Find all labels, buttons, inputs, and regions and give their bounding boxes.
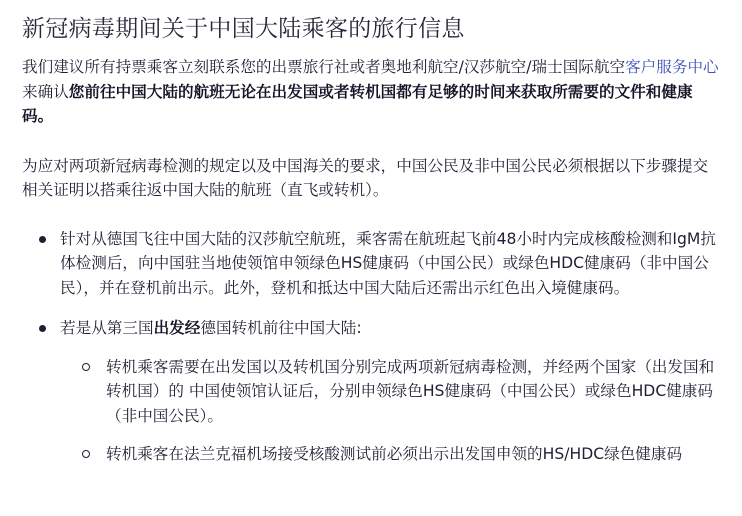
circle-bullet-icon (82, 450, 90, 458)
intro-text-confirm: 来确认 (22, 82, 69, 101)
page-title: 新冠病毒期间关于中国大陆乘客的旅行信息 (22, 16, 465, 42)
customer-service-link[interactable]: 客户服务中心 (625, 58, 719, 76)
sublist-item-tests (60, 355, 720, 429)
sublist-item-text: 转机乘客需要在出发国以及转机国分别完成两项新冠病毒检测，并经两个国家（出发国和转机国）的 中国使领馆认证后，分别申领绿色HS健康码（中国公民）或绿色HDC健康码（非中国公民）。 (106, 357, 715, 425)
sublist-item-text: 转机乘客在法兰克福机场接受核酸测试前必须出示出发国申领的HS/HDC绿色健康码 (106, 445, 683, 463)
intro-text: 我们建议所有持票乘客立刻联系您的出票旅行社或者奥地利航空/汉莎航空/瑞士国际航空 (22, 58, 626, 76)
bullet-icon (39, 325, 46, 332)
circle-bullet-icon (82, 363, 90, 371)
transit-bold-text: 出发经 (153, 319, 201, 337)
requirements-paragraph: 为应对两项新冠病毒检测的规定以及中国海关的要求，中国公民及非中国公民必须根据以下步骤提交相关证明以搭乘往返中国大陆的航班（直飞或转机）。 (22, 156, 709, 199)
list-item-transit (22, 316, 720, 467)
list-item-text: 针对从德国飞往中国大陆的汉莎航空航班，乘客需在航班起飞前48小时内完成核酸检测和IgM抗体检测后，向中国驻当地使领馆申领绿色HS健康码（中国公民）或绿色HDC健康码（非中国公民），并在登机前出示。此外，登机和抵达中国大陆后还需出示红色出入境健康码。 (60, 229, 716, 297)
transit-sublist (60, 355, 720, 467)
sublist-item-frankfurt (60, 442, 720, 467)
transit-text-post: 德国转机前往中国大陆: (200, 319, 362, 337)
transit-intro (60, 319, 362, 337)
list-item-direct-flight (22, 227, 720, 301)
transit-text-pre: 若是从第三国 (60, 319, 154, 337)
bullet-icon (39, 236, 46, 243)
requirements-list (22, 227, 720, 467)
intro-paragraph (22, 55, 720, 129)
intro-bold-text: 您前往中国大陆的航班无论在出发国或者转机国都有足够的时间来获取所需要的文件和健康码。 (22, 82, 693, 125)
